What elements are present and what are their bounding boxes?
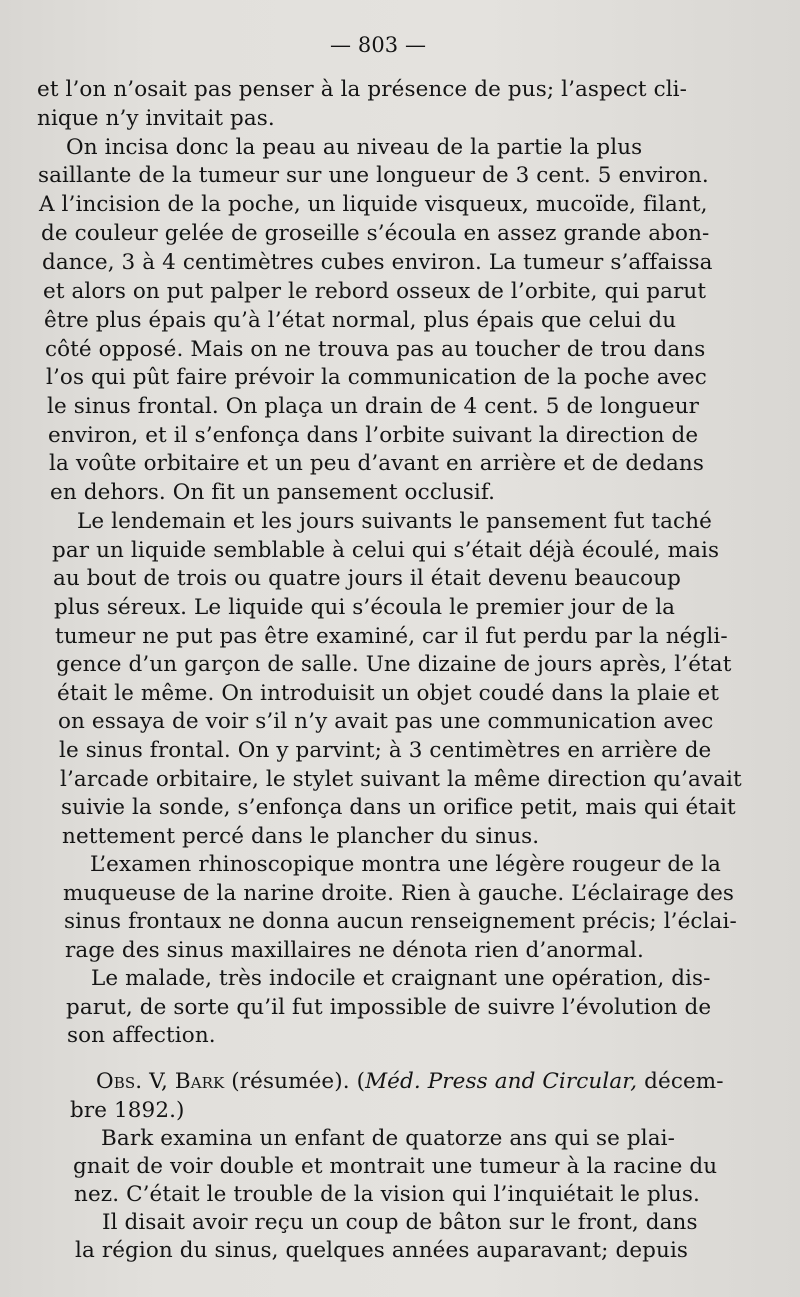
text-line: L’examen rhinoscopique montra une légère rougeur de la [90, 852, 721, 877]
text-line: parut, de sorte qu’il fut impossible de suivre l’évolution de [66, 995, 712, 1020]
text-line: Le lendemain et les jours suivants le pansement fut taché [77, 509, 712, 534]
text-line: gence d’un garçon de salle. Une dizaine de jours après, l’état [56, 652, 732, 677]
text-line: sinus frontaux ne donna aucun renseignement précis; l’éclai- [64, 909, 737, 934]
text-line: Le malade, très indocile et craignant une opération, dis- [91, 966, 711, 991]
text-line: On incisa donc la peau au niveau de la partie la plus [66, 135, 643, 160]
text-line: le sinus frontal. On y parvint; à 3 centimètres en arrière de [59, 738, 712, 763]
text-line: l’arcade orbitaire, le stylet suivant la même direction qu’avait [60, 767, 742, 792]
text-line: être plus épais qu’à l’état normal, plus épais que celui du [44, 308, 677, 333]
text-line: nettement percé dans le plancher du sinus. [62, 824, 540, 849]
text-line: nez. C’était le trouble de la vision qui l’inquiétait le plus. [74, 1182, 700, 1207]
text-line: saillante de la tumeur sur une longueur de 3 cent. 5 environ. [38, 163, 709, 188]
text-line: et l’on n’osait pas penser à la présence de pus; l’aspect cli- [37, 77, 688, 102]
text-line: côté opposé. Mais on ne trouva pas au toucher de trou dans [45, 337, 706, 362]
text-line: la voûte orbitaire et un peu d’avant en arrière et de dedans [49, 451, 704, 476]
text-line: était le même. On introduisit un objet coudé dans la plaie et [57, 681, 720, 706]
text-line: plus séreux. Le liquide qui s’écoula le premier jour de la [54, 595, 676, 620]
text-line: environ, et il s’enfonça dans l’orbite suivant la direction de [48, 423, 699, 448]
text-line: gnait de voir double et montrait une tumeur à la racine du [73, 1154, 718, 1179]
observation-heading [96, 1068, 724, 1096]
observation-date: décem- [637, 1069, 724, 1094]
text-line: rage des sinus maxillaires ne dénota rien d’anormal. [65, 938, 644, 963]
text-line: nique n’y invitait pas. [37, 106, 275, 131]
text-line: A l’incision de la poche, un liquide visqueux, mucoïde, filant, [39, 192, 708, 217]
observation-summary: (résumée). ( [224, 1069, 366, 1094]
observation-heading-end: bre 1892.) [70, 1098, 185, 1123]
text-line: tumeur ne put pas être examiné, car il fut perdu par la négli- [55, 624, 728, 649]
observation-label: Obs. V, Bark [96, 1069, 225, 1094]
text-line: dance, 3 à 4 centimètres cubes environ. La tumeur s’affaissa [42, 250, 713, 275]
text-line: par un liquide semblable à celui qui s’était déjà écoulé, mais [52, 538, 720, 563]
text-line: on essaya de voir s’il n’y avait pas une communication avec [58, 709, 714, 734]
text-line: la région du sinus, quelques années auparavant; depuis [75, 1238, 689, 1263]
text-line: muqueuse de la narine droite. Rien à gauche. L’éclairage des [63, 881, 735, 906]
text-line: l’os qui pût faire prévoir la communication de la poche avec [46, 365, 707, 390]
text-line: au bout de trois ou quatre jours il était devenu beaucoup [53, 566, 682, 591]
text-line: le sinus frontal. On plaça un drain de 4 cent. 5 de longueur [47, 394, 700, 419]
text-line: et alors on put palper le rebord osseux de l’orbite, qui parut [43, 279, 707, 304]
text-line: Il disait avoir reçu un coup de bâton sur le front, dans [102, 1210, 698, 1235]
text-line: en dehors. On fit un pansement occlusif. [50, 480, 496, 505]
text-line: de couleur gelée de groseille s’écoula en assez grande abon- [41, 221, 710, 246]
text-line: suivie la sonde, s’enfonça dans un orifice petit, mais qui était [61, 795, 736, 820]
text-line: son affection. [67, 1023, 216, 1048]
text-line: Bark examina un enfant de quatorze ans qui se plai- [101, 1126, 676, 1151]
page-number: — 803 — [330, 33, 427, 57]
observation-source: Méd. Press and Circular, [365, 1069, 638, 1094]
